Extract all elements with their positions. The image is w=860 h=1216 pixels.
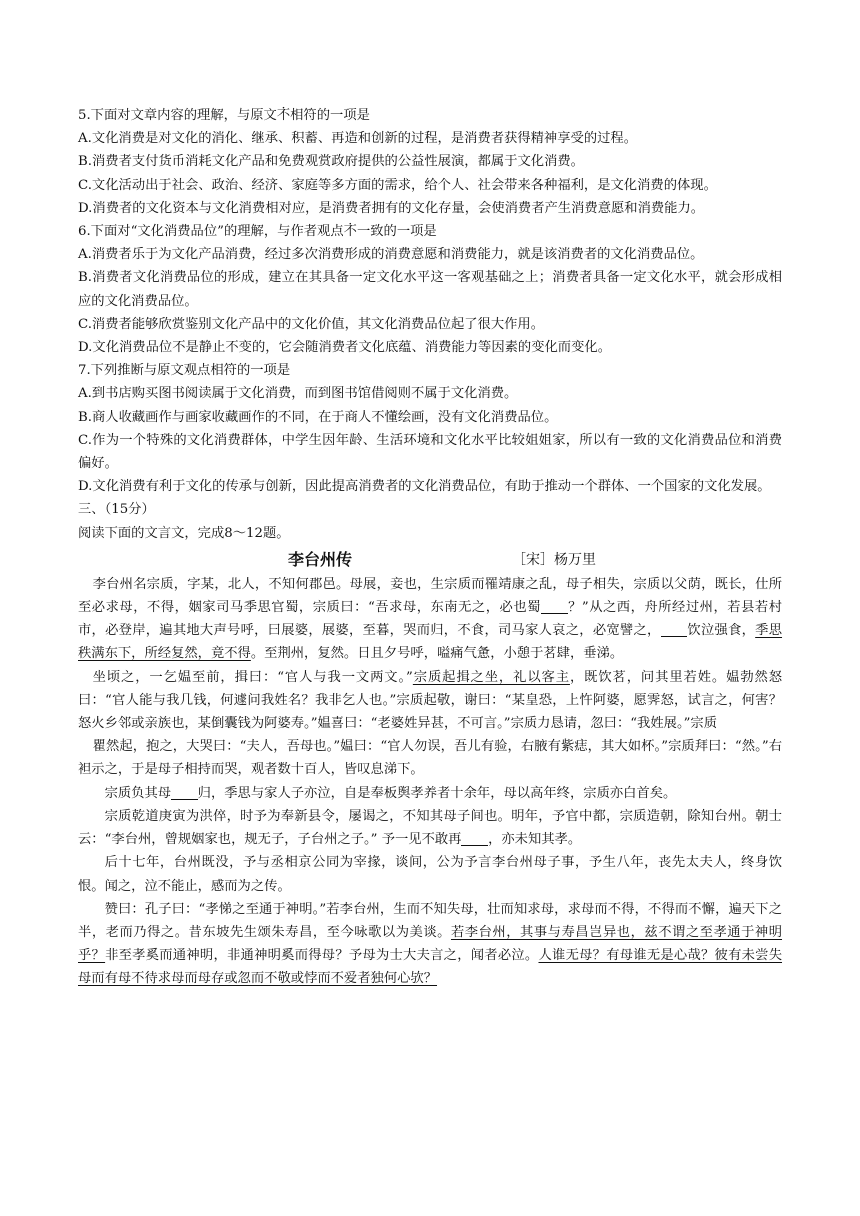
section-heading: 三、（15分）: [78, 502, 155, 518]
q5-option-b: B.消费者支付货币消耗文化产品和免费观赏政府提供的公益性展演，都属于文化消费。: [78, 154, 584, 170]
q6-option-c: C.消费者能够欣赏鉴别文化产品中的文化价值，其文化消费品位起了很大作用。: [78, 316, 545, 332]
q5-option-c: C.文化活动出于社会、政治、经济、家庭等多方面的需求，给个人、社会带来各种福利，是文化消费的体现。: [78, 177, 717, 193]
passage-paragraph-7: 赞曰：孔子曰：“孝悌之至通于神明。”若李台州，生而不知失母，壮而知求母，求母而不得，不得而不懈，遍天下之半，老而乃得之。昔东坡先生颂朱寿昌，至今咏歌以为美谈。若李台州，其事与寿昌岂异也，兹不谓之至孝通于神明乎？非至孝奚而通神明，非通神明奚而得母？予母为士大夫言之，闻者必泣。人谁无母？有母谁无是心哉？彼有未尝失母而有母不待求母而母存或忽而不敬或悖而不爱者独何心欤？: [78, 901, 783, 987]
emphasis-dot-char: 不: [343, 224, 357, 240]
q7-option-a: A.到书店购买图书阅读属于文化消费，而到图书馆借阅则不属于文化消费。: [78, 386, 518, 402]
q6-option-b: B.消费者文化消费品位的形成，建立在其具备一定文化水平这一客观基础之上；消费者具备一定文化水平，就会形成相应的文化消费品位。: [78, 270, 782, 309]
emphasis-dot-char: 不: [276, 108, 291, 123]
passage-paragraph-1: 李台州名宗质，字某，北人，不知何郡邑。母展，妾也，生宗质而罹靖康之乱，母子相失，宗质以父荫，既长，仕所至必求母，不得，姻家司马季思官蜀，宗质曰：“吾求母，东南无之，必也蜀 ？”从之西，舟所经过州，若县若村市，必登岸，遍其地大声号呼，曰展婆，展婆，至暮，哭而归，不食，司马家人哀之，必宽譬之， 饮泣强食，季思秩满东下，所经复然，竟不得。至荆州，复然。日且夕号呼，嗌痛气惫，小憩于茗肆，垂涕。: [78, 576, 783, 662]
passage-paragraph-6: 后十七年，台州既没，予与丞相京公同为宰掾，谈间，公为予言李台州母子事，予生八年，丧先太夫人，终身饮恨。闻之，泣不能止，感而为之传。: [78, 855, 782, 894]
underlined-sentence: 人谁无母？有母谁无是心哉？彼有未尝失母而有母不待求母而母存或忽而不敬或悖而不爱者独何心欤？: [78, 948, 783, 987]
q7-stem: 7.下列推断与原文观点相符的一项是: [78, 363, 291, 379]
q6-option-d: D.文化消费品位不是静止不变的，它会随消费者文化底蕴、消费能力等因素的变化而变化。: [78, 340, 611, 356]
passage-title: 李台州传: [288, 549, 353, 569]
passage-paragraph-2: 坐顷之，一乞媪至前，揖曰：“官人与我一文两文。”宗质起揖之坐，礼以客主，既饮茗，问其里若姓。媪勃然怒曰：“官人能与我几钱，何遽问我姓名？我非乞人也。”宗质起敬，谢曰：“某皇恐，上忤阿婆，愿霁怒，试言之，何害？怒火乡邻或亲族也，某倒囊钱为阿婆寿。”媪喜曰：“老婆姓异甚，不可言。”宗质力恳请，忽曰：“我姓展。”宗质: [78, 669, 783, 732]
q6-stem: 6.下面对“文化消费品位”的理解，与作者观点不一致的一项是: [78, 224, 437, 240]
underlined-sentence: 季思秩满东下，所经复然，竟不得: [78, 623, 783, 662]
exam-page: [78, 104, 782, 991]
passage-paragraph-4: 宗质负其母 归，季思与家人子亦泣，自是奉板舆孝养者十余年，母以高年终，宗质亦白首矣。: [104, 785, 677, 801]
q7-option-b: B.商人收藏画作与画家收藏画作的不同，在于商人不懂绘画，没有文化消费品位。: [78, 409, 558, 425]
passage-paragraph-5: 宗质乾道庚寅为洪倅，时予为奉新县令，屡谒之，不知其母子间也。明年，予官中都，宗质造朝，除知台州。朝士云：“李台州，曾规姻家也，规无子，子台州之子。” 予一见不敢再 ，亦未知其孝。: [78, 808, 782, 848]
section-intro: 阅读下面的文言文，完成8～12题。: [78, 525, 290, 541]
fill-blank: [541, 600, 568, 614]
q5-option-a: A.文化消费是对文化的消化、继承、积蓄、再造和创新的过程，是消费者获得精神享受的过程。: [78, 131, 637, 147]
passage-author: ［宋］杨万里: [512, 551, 596, 568]
fill-blank: [661, 623, 688, 637]
q5-option-d: D.消费者的文化资本与文化消费相对应，是消费者拥有的文化存量，会使消费者产生消费意愿和消费能力。: [78, 200, 705, 216]
fill-blank: [171, 785, 198, 799]
q6-option-a: A.消费者乐于为文化产品消费，经过多次消费形成的消费意愿和消费能力，就是该消费者的文化消费品位。: [78, 247, 704, 263]
passage-paragraph-3: 瞿然起，抱之，大哭曰：“夫人，吾母也。”媪曰：“官人勿误，吾儿有验，右腋有紫痣，其大如杯。”宗质拜曰：“然。”右袒示之，于是母子相持而哭，观者数十百人，皆叹息涕下。: [78, 739, 782, 778]
passage-title-line: [78, 547, 782, 573]
q5-stem: 5.下面对文章内容的理解，与原文不相符的一项是: [78, 108, 370, 123]
fill-blank: [461, 832, 488, 846]
underlined-sentence: 宗质起揖之坐，礼以客主: [412, 669, 570, 685]
underlined-sentence: 若李台州，其事与寿昌岂异也，兹不谓之至孝通于神明乎？: [78, 924, 783, 964]
q7-option-c: C.作为一个特殊的文化消费群体，中学生因年龄、生活环境和文化水平比较姐姐家，所以有一致的文化消费品位和消费偏好。: [78, 432, 782, 472]
q7-option-d: D.文化消费有利于文化的传承与创新，因此提高消费者的文化消费品位，有助于推动一个群体、一个国家的文化发展。: [78, 479, 771, 495]
